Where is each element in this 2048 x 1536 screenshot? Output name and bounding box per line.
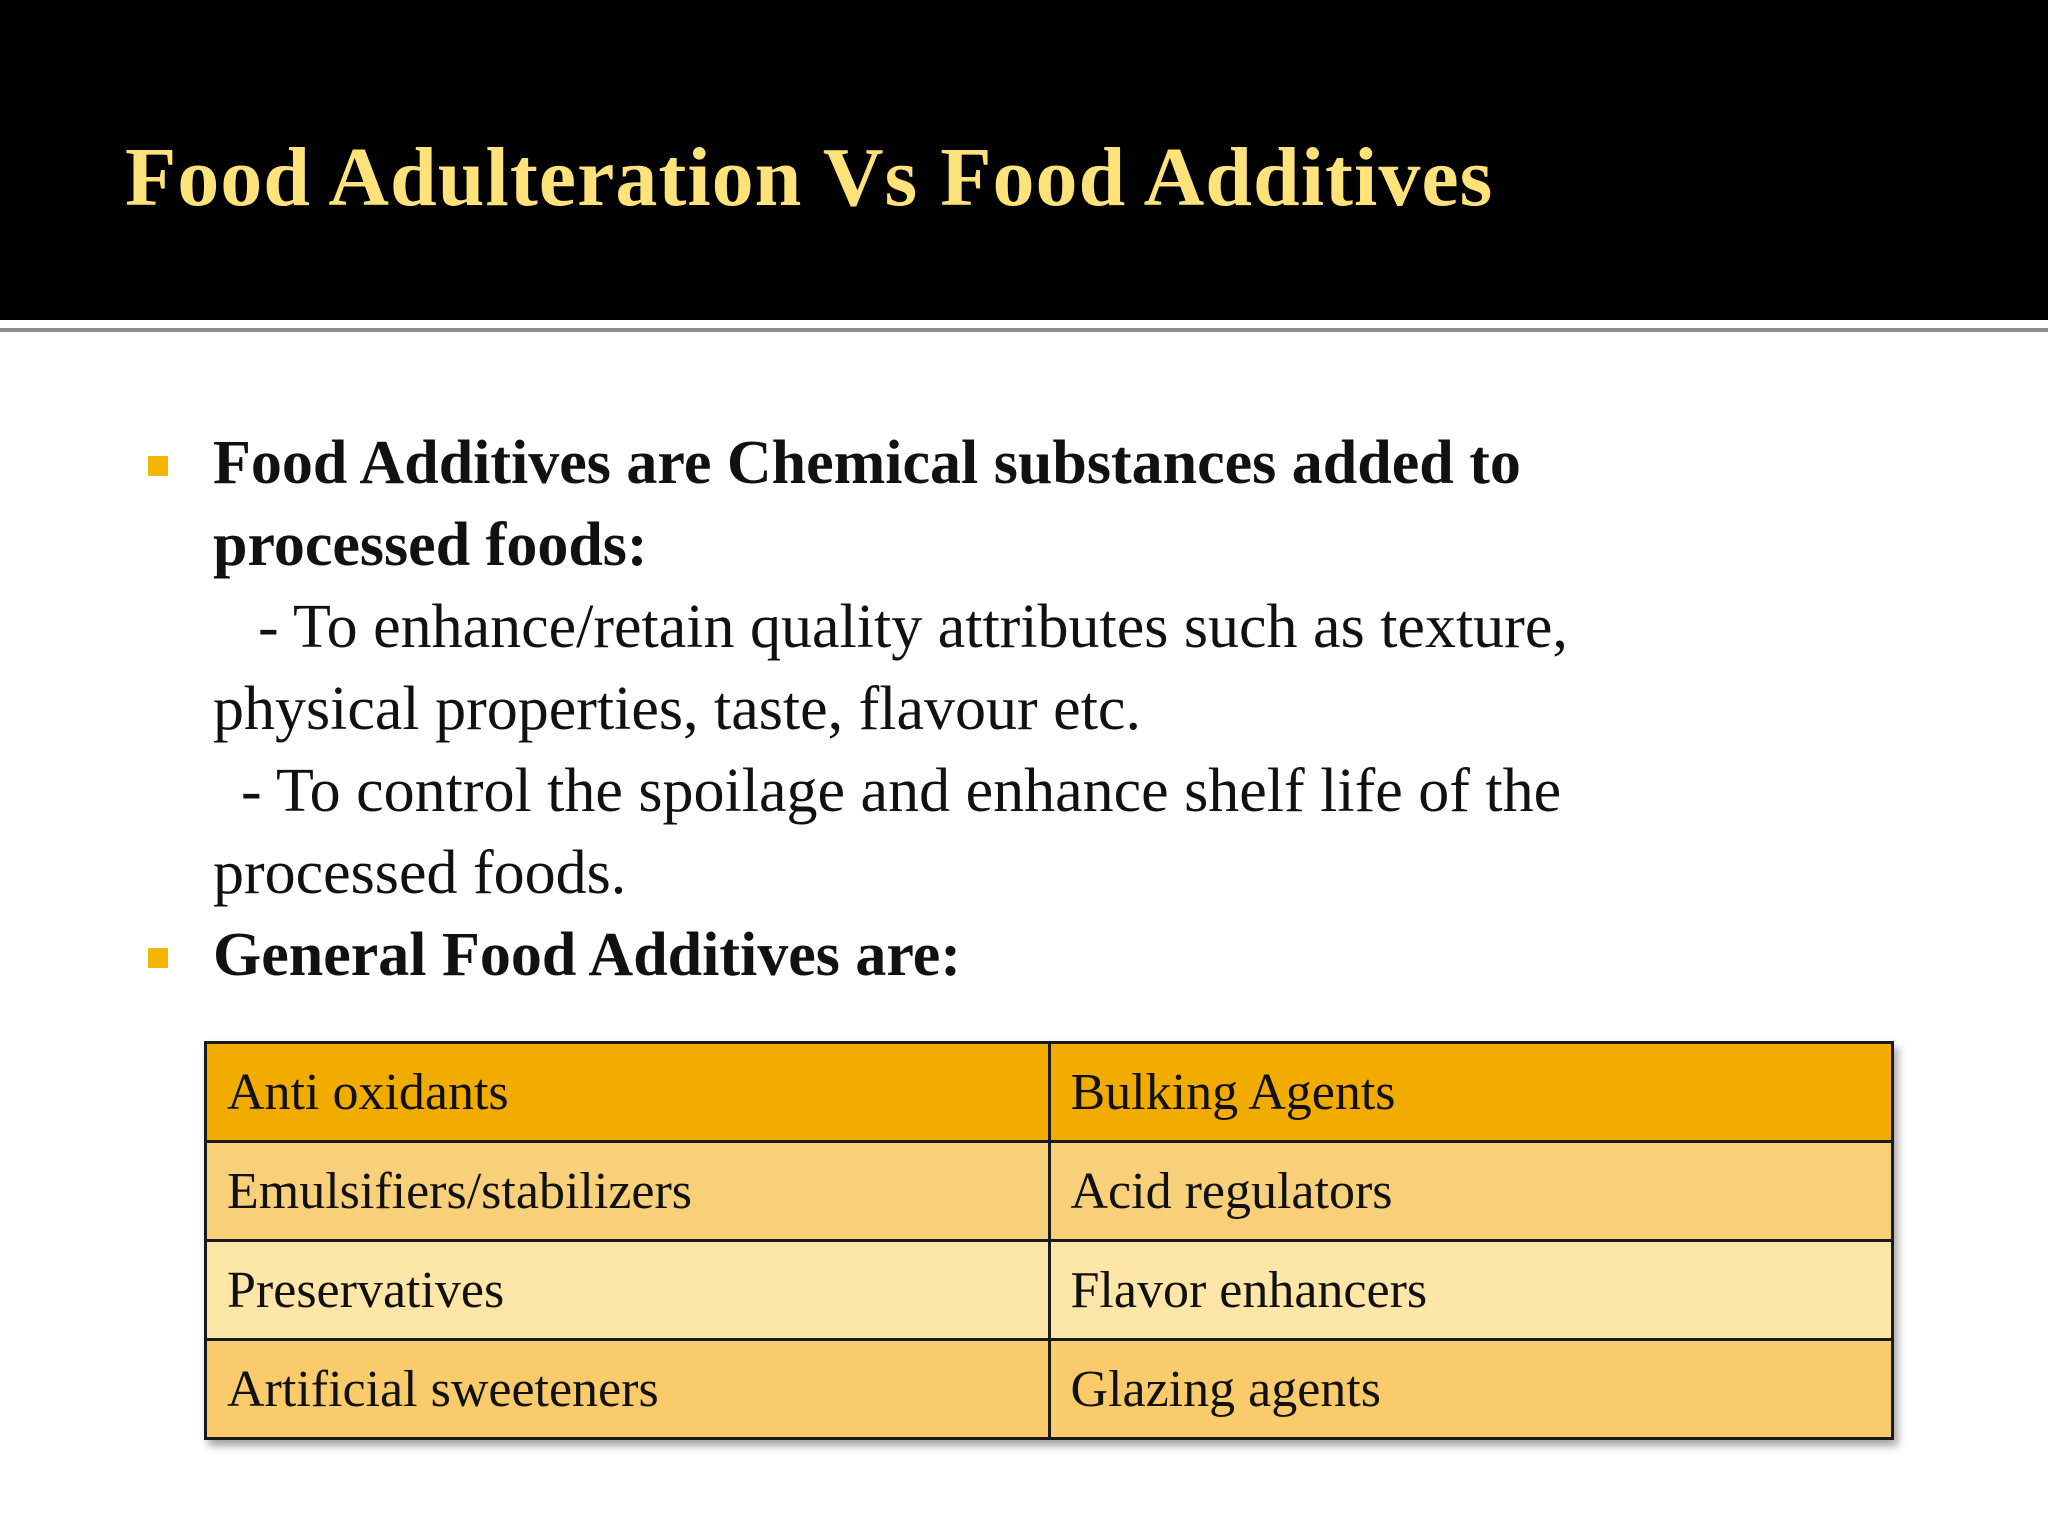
table-cell: Emulsifiers/stabilizers (206, 1142, 1050, 1241)
title-bar (0, 0, 2048, 320)
table-row (206, 1142, 1893, 1241)
table-cell: Bulking Agents (1049, 1043, 1893, 1142)
content-area (145, 422, 1705, 996)
table-cell: Preservatives (206, 1241, 1050, 1340)
table-row (206, 1241, 1893, 1340)
slide-title: Food Adulteration Vs Food Additives (125, 131, 1494, 224)
definition-heading-line-2: processed foods: (213, 511, 648, 579)
bullet-definition (145, 422, 1705, 914)
table-cell: Artificial sweeteners (206, 1340, 1050, 1439)
table-row (206, 1340, 1893, 1439)
table-cell: Acid regulators (1049, 1142, 1893, 1241)
purpose-1-line-2: physical properties, taste, flavour etc. (213, 675, 1141, 743)
table-row (206, 1043, 1893, 1142)
title-divider (0, 328, 2048, 332)
square-bullet-icon (148, 456, 168, 476)
purpose-2-line-2: processed foods. (213, 839, 627, 907)
square-bullet-icon (148, 948, 168, 968)
table-cell: Glazing agents (1049, 1340, 1893, 1439)
bullet-general-additives (145, 914, 1705, 996)
additives-table (204, 1041, 1894, 1440)
purpose-1-line-1: - To enhance/retain quality attributes such as texture, (258, 593, 1568, 661)
table-cell: Flavor enhancers (1049, 1241, 1893, 1340)
purpose-2-line-1: - To control the spoilage and enhance shelf life of the (241, 757, 1562, 825)
definition-heading-line-1: Food Additives are Chemical substances added to (213, 429, 1521, 497)
table-cell: Anti oxidants (206, 1043, 1050, 1142)
general-additives-heading: General Food Additives are: (213, 921, 961, 989)
